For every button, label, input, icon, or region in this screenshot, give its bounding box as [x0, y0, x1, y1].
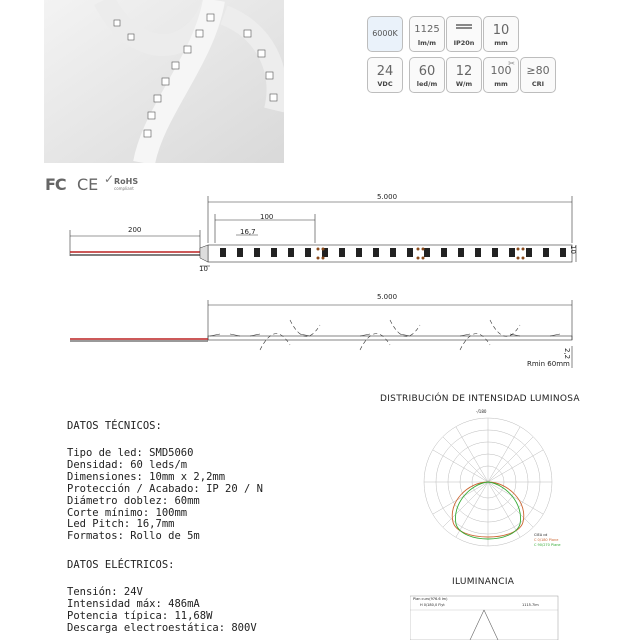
ip-bars-icon: [456, 24, 472, 26]
dim-bend-radius: Rmin 60mm: [527, 360, 570, 368]
led-strip-photo: [44, 0, 284, 163]
tech-line: Protección / Acabado: IP 20 / N: [67, 482, 263, 495]
badge-lumen-unit: lm/m: [417, 39, 437, 47]
dim-lead-end: 10: [199, 265, 208, 273]
polar-legend-c90: C 90/270 Plane: [534, 543, 561, 547]
badge-density: [409, 57, 445, 93]
badge-density-unit: led/m: [416, 80, 438, 88]
elec-line: Intensidad máx: 486mA: [67, 597, 200, 610]
badge-cri-value: ≥80: [526, 64, 550, 77]
polar-legend-c0: C 0/180 Plane: [534, 538, 559, 542]
dim-total-top: 5.000: [377, 193, 398, 201]
dim-thickness: 2,2: [563, 348, 571, 360]
badge-voltage-unit: VDC: [377, 80, 393, 88]
elec-list: [67, 587, 257, 635]
tech-line: Dimensiones: 10mm x 2,2mm: [67, 470, 226, 483]
tech-line: Corte mínimo: 100mm: [67, 506, 188, 519]
badge-density-value: 60: [418, 64, 436, 79]
illuminance-left-caption: H 0/180,0 Flyt: [420, 603, 445, 607]
fcc-logo: FC: [45, 175, 66, 194]
polar-distribution-chart: [418, 412, 558, 552]
badge-cut: [483, 57, 519, 93]
elec-line: Tensión: 24V: [67, 586, 143, 598]
badge-cri-unit: CRI: [531, 80, 545, 88]
polar-title: DISTRIBUCIÓN DE INTENSIDAD LUMINOSA: [380, 394, 580, 404]
badge-ip: [446, 16, 482, 52]
scissors-icon: ✂: [508, 59, 515, 68]
tech-line: Densidad: 60 leds/m: [67, 458, 188, 471]
dim-lead: 200: [128, 226, 142, 234]
illuminance-caption: Plan curv(976.6 lm): [413, 597, 448, 601]
badge-power: [446, 57, 482, 93]
elec-title: DATOS ELÉCTRICOS:: [67, 559, 175, 571]
illuminance-title: ILUMINANCIA: [452, 577, 515, 587]
badge-voltage: [367, 57, 403, 93]
product-photo: [44, 0, 284, 163]
polar-top-label: -/180: [476, 409, 487, 414]
tech-line: Led Pitch: 16,7mm: [67, 518, 175, 531]
badge-cct: [367, 16, 403, 52]
rohs-check-icon: ✓: [104, 172, 115, 186]
rohs-subtext: compliant: [114, 186, 134, 191]
tech-title: DATOS TÉCNICOS:: [67, 420, 162, 432]
dim-width: 10: [569, 245, 577, 254]
elec-line: Descarga electroestática: 800V: [67, 621, 257, 634]
badge-lumen-value: 1125: [414, 24, 440, 35]
illuminance-right-caption: 1115.7lm: [522, 603, 539, 607]
badge-ip-unit: IP20n: [453, 39, 475, 47]
badge-width: [483, 16, 519, 52]
badge-cri: [520, 57, 556, 93]
badge-cut-unit: mm: [494, 80, 508, 88]
dim-pitch: 16,7: [240, 228, 256, 236]
tech-line: Diámetro doblez: 60mm: [67, 494, 200, 507]
dim-total-side: 5.000: [377, 293, 398, 301]
polar-legend-title: CIEA cd: [534, 533, 548, 537]
tech-list: [67, 448, 263, 543]
badge-power-value: 12: [455, 64, 473, 79]
badge-cut-value: 100: [490, 64, 512, 77]
badge-lumen: [409, 16, 445, 52]
badge-width-value: 10: [492, 23, 510, 38]
badge-cct-value: 6000K: [372, 29, 398, 38]
badge-power-unit: W/m: [455, 80, 473, 88]
rohs-text: RoHS: [114, 177, 139, 186]
tech-line: Formatos: Rollo de 5m: [67, 530, 200, 543]
strip-side-view-drawing: [60, 290, 585, 375]
badge-width-unit: mm: [494, 39, 508, 47]
dim-segment: 100: [260, 213, 274, 221]
ce-logo: CE: [77, 175, 99, 194]
badge-voltage-value: 24: [376, 64, 394, 79]
elec-line: Potencia típica: 11,68W: [67, 609, 213, 622]
tech-line: Tipo de led: SMD5060: [67, 447, 194, 459]
